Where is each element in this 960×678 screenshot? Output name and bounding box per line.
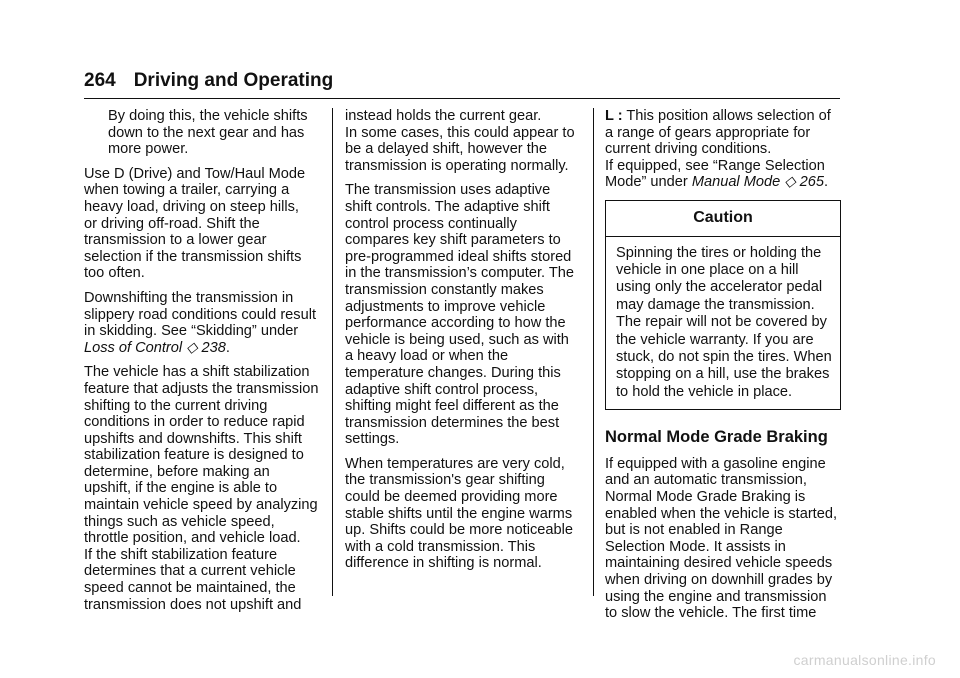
text-line: shift controls. The adaptive shift <box>345 198 550 215</box>
page-header <box>84 70 840 92</box>
text-line: upshift, if the engine is able to <box>84 480 278 497</box>
text-line: in skidding. See “Skidding” under <box>84 323 299 340</box>
text-line: upshifts and downshifts. This shift <box>84 430 302 447</box>
text-line: control process continually <box>345 215 517 232</box>
text-line: when towing a trailer, carrying a <box>84 182 290 199</box>
page-number: 264 <box>84 70 116 91</box>
text-line: feature that adjusts the transmission <box>84 380 319 397</box>
text-line: The vehicle has a shift stabilization <box>84 364 310 381</box>
col1-para-2 <box>84 166 324 282</box>
col3-l-position <box>605 108 841 191</box>
text-line: compares key shift parameters to <box>345 232 561 249</box>
page-ref-icon: ◇ <box>186 339 198 356</box>
text-line: adaptive shift control process, <box>345 381 539 398</box>
text-period: . <box>823 174 829 191</box>
text-line: difference in shifting is normal. <box>345 555 542 572</box>
col1-para-3 <box>84 290 324 356</box>
text-line: the vehicle warranty. If you are <box>616 331 814 348</box>
text-fragment: This position allows selection of <box>622 108 831 124</box>
text-line: current driving conditions. <box>605 141 772 158</box>
cross-reference-page: 238 <box>201 339 226 356</box>
text-line: stuck, do not spin the tires. When <box>616 349 832 365</box>
text-line: performance according to how the <box>345 315 566 332</box>
section-heading: Normal Mode Grade Braking <box>605 428 828 447</box>
col1-para-4 <box>84 364 324 613</box>
text-line: Downshifting the transmission in <box>84 289 294 306</box>
text-line: pre-programmed ideal shifts stored <box>345 248 572 265</box>
text-line: transmission to a lower gear <box>84 232 267 249</box>
text-line: stable shifts until the engine warms <box>345 505 573 522</box>
caution-title: Caution <box>606 201 840 237</box>
text-line: maintaining desired vehicle speeds <box>605 555 833 572</box>
caution-body <box>606 237 840 410</box>
page-ref-icon: ◇ <box>784 174 796 191</box>
text-line: to slow the vehicle. The first time <box>605 605 817 622</box>
text-line: heavy load, driving on steep hills, <box>84 198 299 215</box>
text-line: using only the accelerator pedal <box>616 279 823 296</box>
text-line: may damage the transmission. <box>616 296 815 313</box>
text-line: Spinning the tires or holding the <box>616 244 822 261</box>
text-line: to hold the vehicle in place. <box>616 383 793 400</box>
text-line: transmission is operating normally. <box>345 157 569 174</box>
text-line: By doing this, the vehicle shifts <box>108 108 308 124</box>
text-line: slippery road conditions could result <box>84 306 317 323</box>
text-line: the transmission's gear shifting <box>345 472 545 489</box>
text-line: conditions in order to reduce rapid <box>84 414 305 431</box>
text-fragment: Mode” under <box>605 174 692 191</box>
text-line: stopping on a hill, use the brakes <box>616 366 830 383</box>
text-line: up. Shifts could be more noticeable <box>345 522 573 539</box>
text-line: determine, before making an <box>84 463 270 480</box>
text-line: determines that a current vehicle <box>84 563 296 580</box>
text-line: Normal Mode Grade Braking is <box>605 489 806 505</box>
text-line: In some cases, this could appear to <box>345 124 575 141</box>
text-line: maintain vehicle speed by analyzing <box>84 497 318 514</box>
text-line: throttle position, and vehicle load. <box>84 530 301 547</box>
text-line: transmission determines the best <box>345 414 560 431</box>
text-period: . <box>225 339 230 356</box>
text-line: a heavy load or when the <box>345 348 509 365</box>
text-line: could be deemed providing more <box>345 489 558 506</box>
column-divider-1 <box>332 108 333 596</box>
text-line: a range of gears appropriate for <box>605 124 811 141</box>
text-line: Selection Mode. It assists in <box>605 538 786 555</box>
text-line: things such as vehicle speed, <box>84 513 275 530</box>
section-title: Driving and Operating <box>133 70 334 91</box>
text-line: instead holds the current gear. <box>345 108 542 124</box>
cross-reference[interactable] <box>84 340 324 357</box>
col2-para-2 <box>345 182 581 448</box>
text-line: temperature changes. During this <box>345 364 561 381</box>
text-line: enabled when the vehicle is started, <box>605 505 838 522</box>
gear-l-label: L : <box>605 108 623 124</box>
text-line: too often. <box>84 265 145 282</box>
text-line: down to the next gear and has <box>108 124 305 141</box>
text-line: When temperatures are very cold, <box>345 455 565 472</box>
watermark: carmanualsonline.info <box>793 652 936 668</box>
text-line: but is not enabled in Range <box>605 522 783 539</box>
text-line: settings. <box>345 431 400 448</box>
text-line: using the engine and transmission <box>605 588 827 605</box>
text-line: when driving on downhill grades by <box>605 571 833 588</box>
text-line <box>605 174 841 191</box>
text-line: vehicle is being used, such as with <box>345 331 569 348</box>
text-line: shifting to the current driving <box>84 397 268 414</box>
text-line: If the shift stabilization feature <box>84 546 278 563</box>
col2-para-1 <box>345 108 581 174</box>
text-line: The repair will not be covered by <box>616 314 827 331</box>
text-line <box>605 108 841 125</box>
text-line: with a cold transmission. This <box>345 538 536 555</box>
col1-para-1 <box>84 108 324 158</box>
col2-para-3 <box>345 456 581 572</box>
text-line: be a delayed shift, however the <box>345 141 548 158</box>
column-2 <box>345 108 581 580</box>
text-line: or driving off-road. Shift the <box>84 215 260 232</box>
text-line: more power. <box>108 141 189 158</box>
text-line: transmission does not upshift and <box>84 596 302 613</box>
text-line: transmission constantly makes <box>345 281 544 298</box>
column-divider-2 <box>593 108 594 596</box>
header-rule <box>84 98 840 99</box>
cross-reference-title: Loss of Control <box>84 339 183 356</box>
column-1 <box>84 108 324 621</box>
text-line: stabilization feature is designed to <box>84 447 304 464</box>
col3-para-grade-braking <box>605 456 841 622</box>
cross-reference-page[interactable]: 265 <box>799 174 824 191</box>
text-line: speed cannot be maintained, the <box>84 580 296 597</box>
text-line: Use D (Drive) and Tow/Haul Mode <box>84 165 306 182</box>
text-line: shifting might feel different as the <box>345 398 559 415</box>
text-line: If equipped with a gasoline engine <box>605 455 826 472</box>
text-line: If equipped, see “Range Selection <box>605 157 825 174</box>
text-line: adjustments to improve vehicle <box>345 298 546 315</box>
text-line: vehicle in one place on a hill <box>616 261 799 278</box>
text-line: selection if the transmission shifts <box>84 248 302 265</box>
cross-reference-title[interactable]: Manual Mode <box>691 174 781 191</box>
text-line: The transmission uses adaptive <box>345 182 551 199</box>
text-line: in the transmission’s computer. The <box>345 265 575 282</box>
column-3 <box>605 108 841 630</box>
text-line: and an automatic transmission, <box>605 472 807 489</box>
caution-box <box>605 200 841 410</box>
